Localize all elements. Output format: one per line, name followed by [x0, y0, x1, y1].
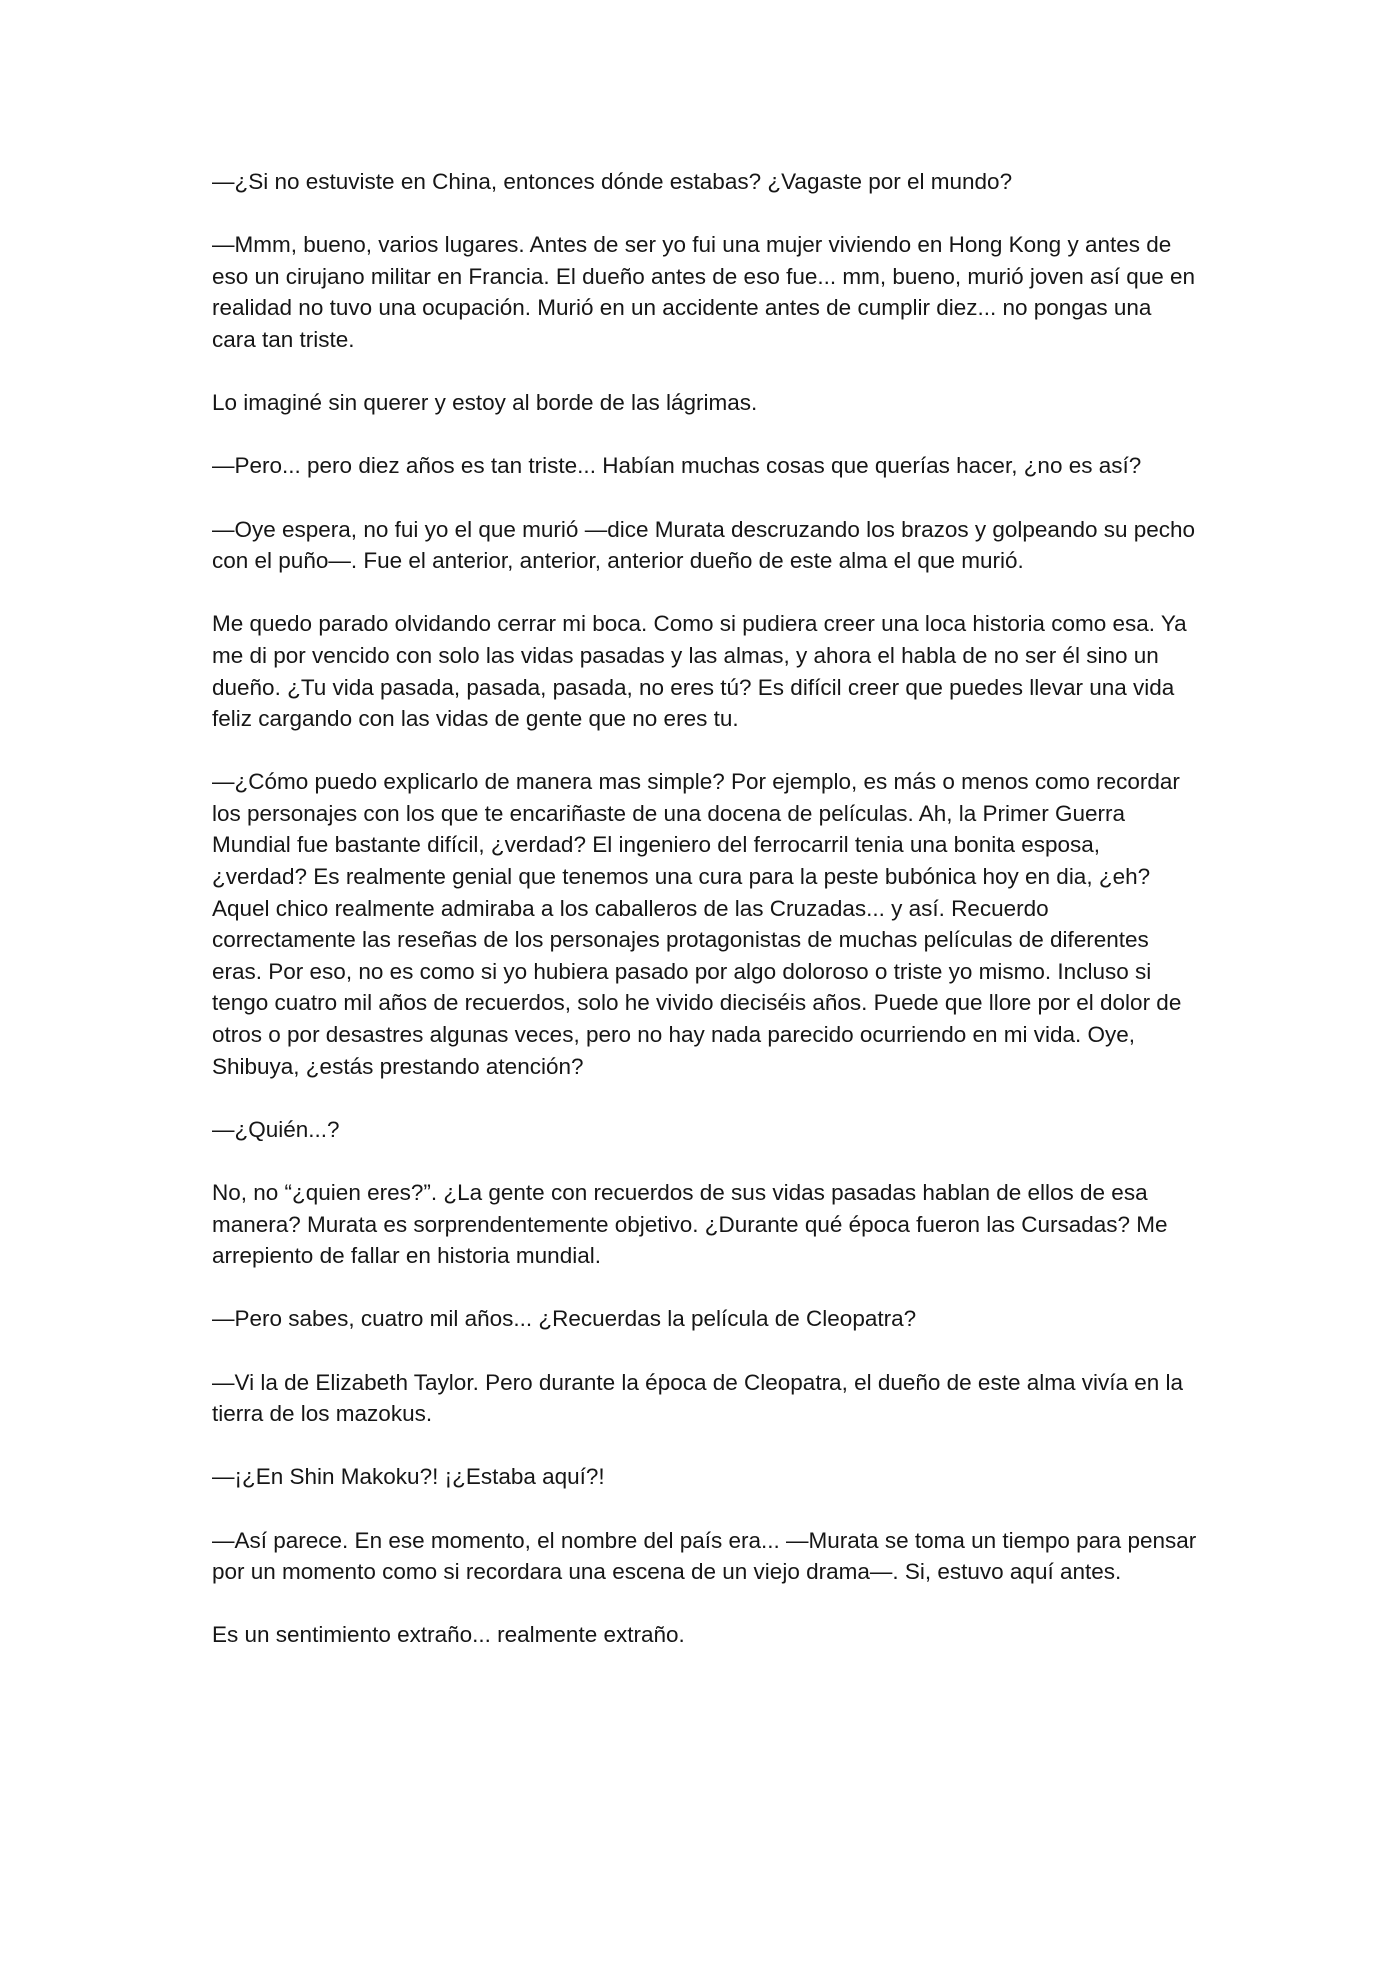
- paragraph: —¿Si no estuviste en China, entonces dónde estabas? ¿Vagaste por el mundo?: [212, 169, 1013, 194]
- paragraph: —Pero sabes, cuatro mil años... ¿Recuerdas la película de Cleopatra?: [212, 1306, 917, 1332]
- paragraph: —Así parece. En ese momento, el nombre del país era... —Murata se toma un tiempo para pensar por un momento como si recordara una escena de un viejo drama—. Si, estuvo aquí antes.: [212, 1527, 1197, 1585]
- paragraph: Me quedo parado olvidando cerrar mi boca. Como si pudiera creer una loca historia como esa. Ya me di por vencido con solo las vidas pasadas y las almas, y ahora el habla de no ser él sino un dueño. ¿Tu vida pasada, pasada, pasada, no eres tú? Es difícil creer que puedes llevar una vida feliz cargando con las vidas de gente que no eres tu.: [212, 611, 1187, 732]
- paragraph: Es un sentimiento extraño... realmente extraño.: [212, 1622, 685, 1648]
- paragraph: —¿Cómo puedo explicarlo de manera mas simple? Por ejemplo, es más o menos como recordar los personajes con los que te encariñaste de una docena de películas. Ah, la Primer Guerra Mundial fue bastante difícil, ¿verdad? El ingeniero del ferrocarril tenia una bonita esposa, ¿verdad? Es realmente genial que tenemos una cura para la peste bubónica hoy en dia, ¿eh? Aquel chico realmente admiraba a los caballeros de las Cruzadas... y así. Recuerdo correctamente las reseñas de los personajes protagonistas de muchas películas de diferentes eras. Por eso, no es como si yo hubiera pasado por algo doloroso o triste yo mismo. Incluso si tengo cuatro mil años de recuerdos, solo he vivido dieciséis años. Puede que llore por el dolor de otros o por desastres algunas veces, pero no hay nada parecido ocurriendo en mi vida. Oye, Shibuya, ¿estás prestando atención?: [212, 769, 1182, 1079]
- paragraph: —Oye espera, no fui yo el que murió —dice Murata descruzando los brazos y golpeando su pecho con el puño—. Fue el anterior, anterior, anterior dueño de este alma el que murió.: [212, 516, 1196, 574]
- paragraph: —Pero... pero diez años es tan triste... Habían muchas cosas que querías hacer, ¿no es así?: [212, 453, 1142, 479]
- paragraph: —Vi la de Elizabeth Taylor. Pero durante la época de Cleopatra, el dueño de este alma vivía en la tierra de los mazokus.: [212, 1369, 1184, 1427]
- document-body: [212, 166, 1197, 1683]
- paragraph: —Mmm, bueno, varios lugares. Antes de ser yo fui una mujer viviendo en Hong Kong y antes de eso un cirujano militar en Francia. El dueño antes de eso fue... mm, bueno, murió joven así que en realidad no tuvo una ocupación. Murió en un accidente antes de cumplir diez... no pongas una cara tan triste.: [212, 232, 1196, 352]
- paragraph: —¿Quién...?: [212, 1116, 340, 1142]
- paragraph: —¡¿En Shin Makoku?! ¡¿Estaba aquí?!: [212, 1464, 605, 1490]
- paragraph: No, no “¿quien eres?”. ¿La gente con recuerdos de sus vidas pasadas hablan de ellos de esa manera? Murata es sorprendentemente objetivo. ¿Durante qué época fueron las Cursadas? Me arrepiento de fallar en historia mundial.: [212, 1180, 1168, 1269]
- paragraph: Lo imaginé sin querer y estoy al borde de las lágrimas.: [212, 390, 758, 416]
